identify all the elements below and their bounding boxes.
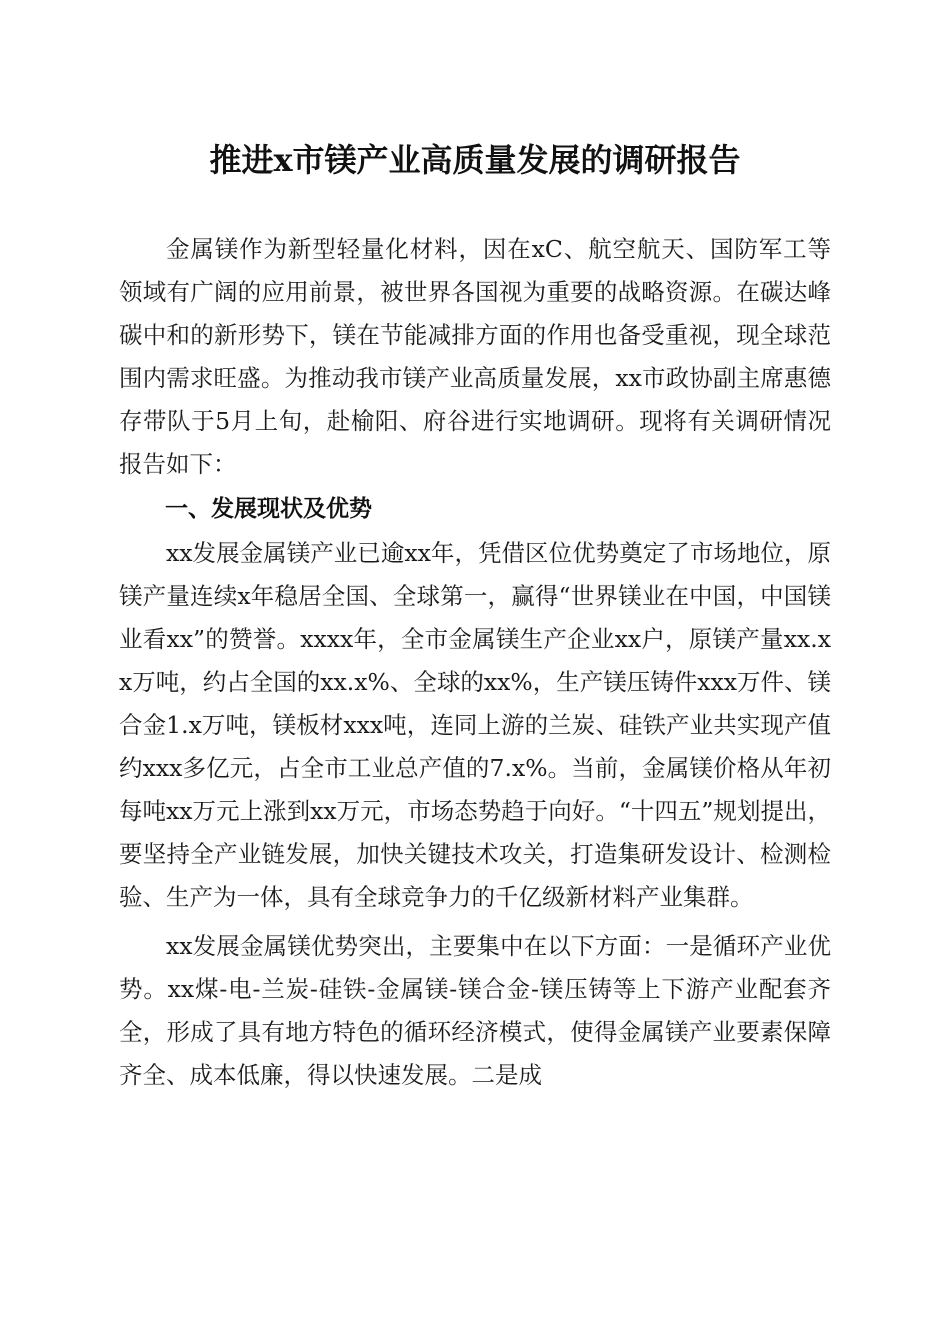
paragraph-status: xx发展金属镁产业已逾xx年，凭借区位优势奠定了市场地位，原镁产量连续x年稳居全国、全球第一，赢得“世界镁业在中国，中国镁业看xx”的赞誉。xxxx年，全市金属镁生产企业xx户，原镁产量xx.xx万吨，约占全国的xx.x%、全球的xx%，生产镁压铸件xxx万件、镁合金1.x万吨，镁板材xxx吨，连同上游的兰炭、硅铁产业共实现产值约xxx多亿元，占全市工业总产值的7.x%。当前，金属镁价格从年初每吨xx万元上涨到xx万元，市场态势趋于向好。“十四五”规划提出，要坚持全产业链发展，加快关键技术攻关，打造集研发设计、检测检验、生产为一体，具有全球竞争力的千亿级新材料产业集群。 [119,539,831,911]
document-title: 推进x市镁产业高质量发展的调研报告 [209,141,741,179]
paragraph-intro: 金属镁作为新型轻量化材料，因在xC、航空航天、国防军工等领域有广阔的应用前景，被世界各国视为重要的战略资源。在碳达峰碳中和的新形势下，镁在节能减排方面的作用也备受重视，现全球范围内需求旺盛。为推动我市镁产业高质量发展，xx市政协副主席惠德存带队于5月上旬，赴榆阳、府谷进行实地调研。现将有关调研情况报告如下： [119,235,831,478]
paragraph-advantages: xx发展金属镁优势突出，主要集中在以下方面：一是循环产业优势。xx煤-电-兰炭-硅铁-金属镁-镁合金-镁压铸等上下游产业配套齐全，形成了具有地方特色的循环经济模式，使得金属镁产业要素保障齐全、成本低廉，得以快速发展。二是成 [119,932,831,1089]
section-heading-1: 一、发展现状及优势 [165,496,372,522]
document-body [119,228,831,1097]
